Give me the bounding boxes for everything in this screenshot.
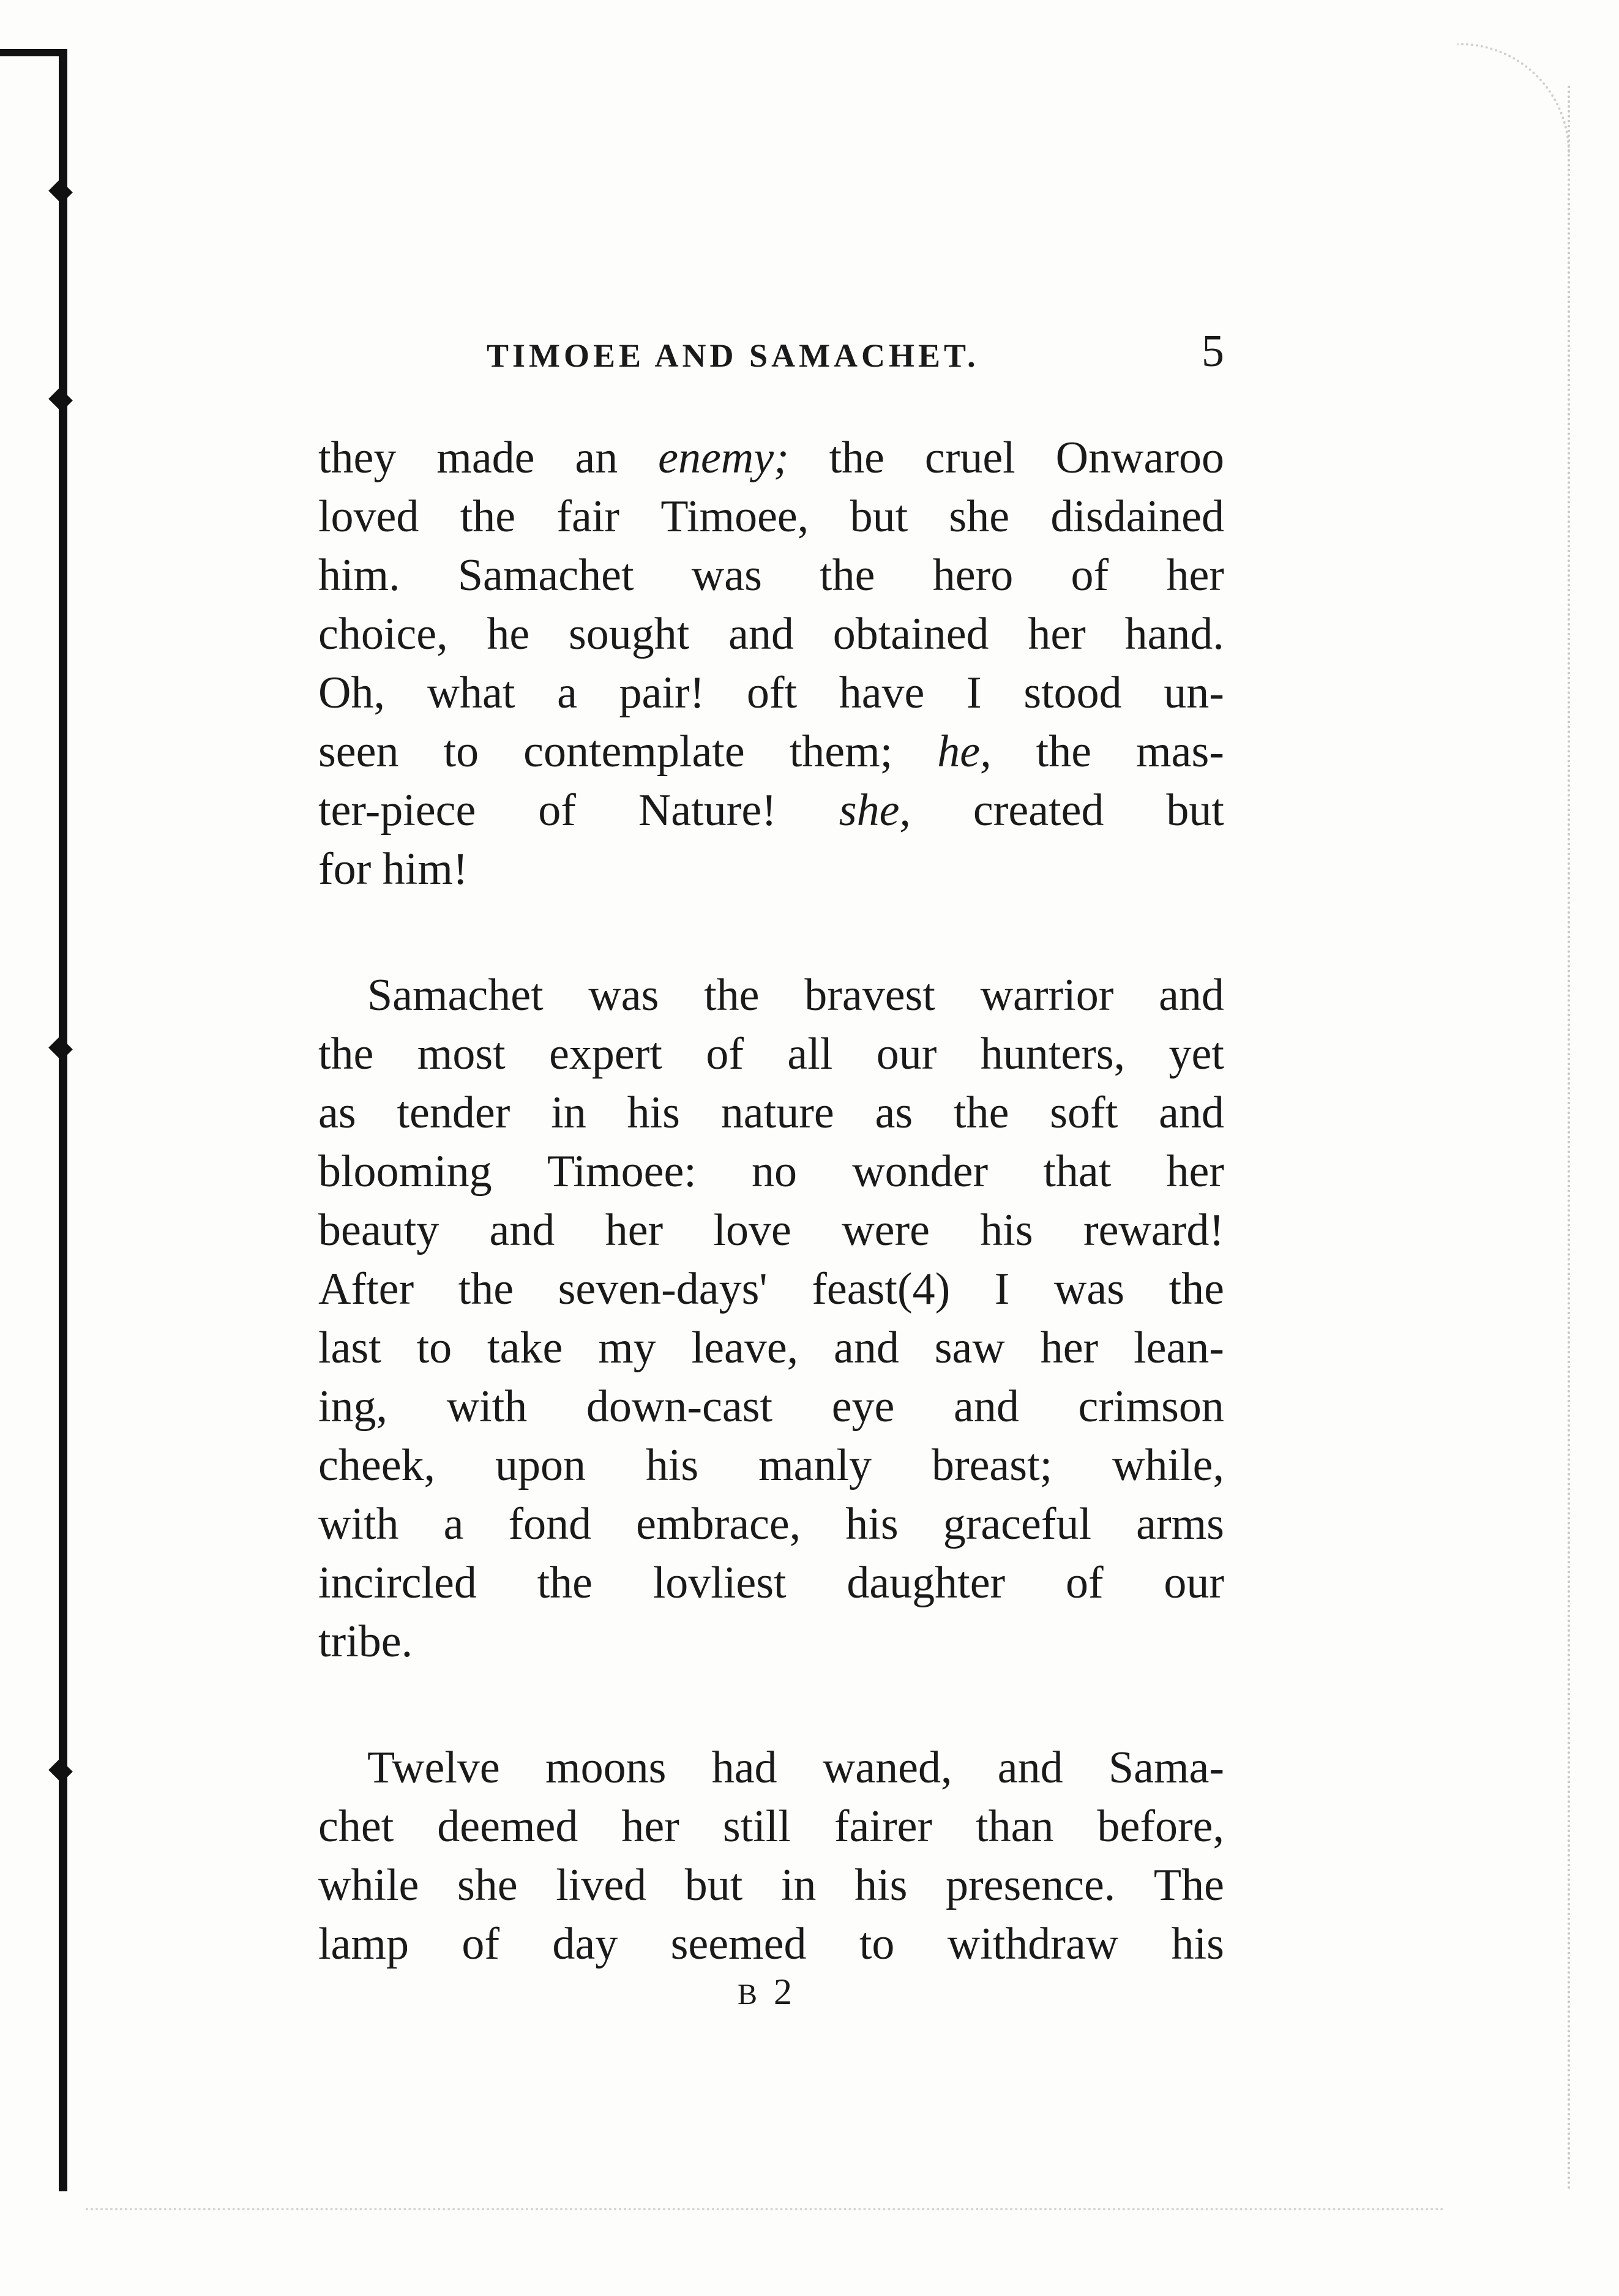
text-line: [318, 605, 1224, 664]
word: incircled: [318, 1558, 477, 1608]
word: last: [318, 1323, 381, 1373]
word: I: [967, 668, 982, 718]
page-number: 5: [1202, 326, 1224, 376]
word: he: [487, 609, 530, 659]
word: presence.: [945, 1860, 1116, 1910]
word: the: [318, 1029, 374, 1079]
word: The: [1153, 1860, 1224, 1910]
word: hero: [932, 550, 1014, 600]
word: the: [460, 492, 516, 542]
word: daughter: [847, 1558, 1006, 1608]
text-line: [318, 664, 1224, 722]
running-head: [318, 326, 1224, 392]
text-line: [318, 1436, 1224, 1495]
word: was: [1053, 1264, 1125, 1314]
word: to: [859, 1919, 895, 1969]
word: deemed: [437, 1801, 578, 1852]
page-edge-bottom: [86, 2208, 1445, 2210]
word: feast(4): [812, 1264, 951, 1314]
word: still: [722, 1801, 791, 1852]
word: waned,: [822, 1743, 952, 1793]
word: contemplate: [523, 727, 745, 777]
word: fair: [556, 492, 620, 542]
word: than: [976, 1801, 1054, 1852]
word: lamp: [318, 1919, 409, 1969]
word: warrior: [980, 970, 1114, 1020]
text-line: [318, 1025, 1224, 1083]
word: to: [416, 1323, 452, 1373]
word: loved: [318, 492, 419, 542]
word: fond: [508, 1499, 592, 1549]
text-line: [318, 722, 1224, 781]
word: and: [1159, 970, 1224, 1020]
word: while: [318, 1860, 419, 1910]
word: Onwaroo: [1055, 433, 1224, 483]
word: that: [1043, 1146, 1112, 1197]
paragraph-gap: [318, 1671, 1224, 1738]
word: choice,: [318, 609, 448, 659]
word: upon: [495, 1440, 586, 1490]
body-text: [318, 428, 1224, 1973]
word: she: [949, 492, 1010, 542]
word: with: [318, 1499, 399, 1549]
word: lean-: [1134, 1323, 1224, 1373]
word: most: [417, 1029, 506, 1079]
word: fairer: [834, 1801, 933, 1852]
text-line: [318, 1142, 1224, 1201]
word: Twelve: [367, 1743, 500, 1793]
text-line: [318, 966, 1224, 1025]
word: our: [1164, 1558, 1224, 1608]
word: them;: [789, 727, 893, 777]
word: the: [954, 1088, 1009, 1138]
word: cheek,: [318, 1440, 436, 1490]
word: of: [462, 1919, 499, 1969]
word: tribe.: [318, 1617, 413, 1667]
word: Timoee:: [547, 1146, 697, 1197]
signature-number: 2: [774, 1972, 796, 2012]
word: disdained: [1050, 492, 1224, 542]
word: for him!: [318, 844, 468, 894]
word: her: [605, 1205, 664, 1255]
word: the: [537, 1558, 593, 1608]
word: made: [436, 433, 535, 483]
word: arms: [1136, 1499, 1224, 1549]
paragraph-gap: [318, 899, 1224, 966]
text-line: [318, 1083, 1224, 1142]
binding-edge: [0, 49, 67, 56]
word: breast;: [931, 1440, 1053, 1490]
binding-line: [59, 49, 67, 2191]
word: they: [318, 433, 397, 483]
word: reward!: [1083, 1205, 1224, 1255]
word: have: [839, 668, 925, 718]
word: while,: [1112, 1440, 1224, 1490]
binding-mark: [48, 387, 73, 412]
word: mas-: [1136, 727, 1224, 777]
word: created: [973, 785, 1104, 836]
word: expert: [549, 1029, 662, 1079]
word: her: [1166, 1146, 1224, 1197]
word: crimson: [1078, 1382, 1224, 1432]
word: un-: [1164, 668, 1224, 718]
word: nature: [720, 1088, 834, 1138]
word: and: [489, 1205, 555, 1255]
word: the: [458, 1264, 514, 1314]
word: as: [318, 1088, 356, 1138]
word: his: [1171, 1919, 1224, 1969]
word: eye: [831, 1382, 895, 1432]
word: but: [684, 1860, 743, 1910]
word: Sama-: [1108, 1743, 1224, 1793]
text-line: [318, 781, 1224, 840]
word: hunters,: [980, 1029, 1126, 1079]
word: she,: [839, 785, 911, 836]
word: ter-piece: [318, 785, 476, 836]
word: of: [1071, 550, 1109, 600]
word: seen: [318, 727, 399, 777]
word: down-cast: [586, 1382, 773, 1432]
word: of: [1065, 1558, 1104, 1608]
text-line: [318, 1377, 1224, 1436]
word: embrace,: [636, 1499, 801, 1549]
signature-mark: [738, 1971, 796, 2013]
word: the: [704, 970, 760, 1020]
word: were: [842, 1205, 930, 1255]
word: before,: [1097, 1801, 1224, 1852]
word: of: [538, 785, 576, 836]
word: Samachet: [367, 970, 544, 1020]
word: a: [557, 668, 577, 718]
word: in: [780, 1860, 817, 1910]
text-line: [318, 1797, 1224, 1856]
word: her: [1166, 550, 1224, 600]
word: tender: [397, 1088, 510, 1138]
word: sought: [568, 609, 690, 659]
text-line: [318, 1554, 1224, 1612]
word: her: [1040, 1323, 1099, 1373]
page-edge-right: [1568, 86, 1570, 2191]
word: but: [850, 492, 908, 542]
text-line: [318, 1856, 1224, 1915]
word: her: [1028, 609, 1086, 659]
word: an: [575, 433, 618, 483]
word: I: [994, 1264, 1010, 1314]
word: our: [876, 1029, 937, 1079]
word: as: [875, 1088, 913, 1138]
word: hand.: [1124, 609, 1224, 659]
word: and: [997, 1743, 1063, 1793]
word: lovliest: [652, 1558, 787, 1608]
text-line: [318, 840, 1224, 899]
word: the: [1168, 1264, 1224, 1314]
word: ing,: [318, 1382, 388, 1432]
word: lived: [556, 1860, 647, 1910]
word: cruel: [924, 433, 1015, 483]
word: bravest: [804, 970, 935, 1020]
word: his: [627, 1088, 680, 1138]
text-line: [318, 1318, 1224, 1377]
word: was: [588, 970, 659, 1020]
word: her: [621, 1801, 679, 1852]
paragraph: [318, 966, 1224, 1671]
word: with: [446, 1382, 528, 1432]
word: his: [645, 1440, 699, 1490]
word: beauty: [318, 1205, 439, 1255]
word: manly: [758, 1440, 872, 1490]
word: him.: [318, 550, 400, 600]
word: oft: [746, 668, 798, 718]
binding-mark: [48, 179, 73, 204]
word: and: [728, 609, 794, 659]
word: leave,: [691, 1323, 799, 1373]
text-line: [318, 546, 1224, 605]
word: take: [487, 1323, 563, 1373]
paragraph: [318, 1738, 1224, 1973]
word: his: [854, 1860, 908, 1910]
word: had: [711, 1743, 777, 1793]
text-line: [318, 1201, 1224, 1260]
paragraph: [318, 428, 1224, 899]
word: the: [829, 433, 884, 483]
word: Samachet: [457, 550, 634, 600]
word: a: [443, 1499, 464, 1549]
word: his: [980, 1205, 1033, 1255]
word: moons: [545, 1743, 667, 1793]
word: his: [845, 1499, 899, 1549]
word: she: [457, 1860, 518, 1910]
binding-mark: [48, 1759, 73, 1783]
word: graceful: [943, 1499, 1092, 1549]
text-line: [318, 1738, 1224, 1797]
text-line: [318, 1915, 1224, 1973]
word: what: [427, 668, 515, 718]
word: but: [1166, 785, 1224, 836]
word: obtained: [832, 609, 989, 659]
word: seven-days': [558, 1264, 768, 1314]
word: Oh,: [318, 668, 385, 718]
word: all: [787, 1029, 833, 1079]
word: to: [443, 727, 479, 777]
binding-mark: [48, 1036, 73, 1061]
word: stood: [1023, 668, 1122, 718]
word: withdraw: [947, 1919, 1119, 1969]
word: no: [752, 1146, 798, 1197]
word: in: [551, 1088, 586, 1138]
word: soft: [1050, 1088, 1118, 1138]
word: saw: [934, 1323, 1005, 1373]
word: and: [954, 1382, 1019, 1432]
text-line: [318, 1495, 1224, 1554]
text-line: [318, 487, 1224, 546]
word: my: [598, 1323, 656, 1373]
word: was: [691, 550, 762, 600]
text-line: [318, 428, 1224, 487]
running-title: TIMOEE AND SAMACHET.: [487, 337, 979, 374]
word: love: [713, 1205, 791, 1255]
word: Nature!: [638, 785, 777, 836]
signature-letter: B: [738, 1978, 761, 2011]
word: day: [552, 1919, 618, 1969]
word: the: [820, 550, 875, 600]
word: he,: [937, 727, 992, 777]
word: seemed: [670, 1919, 807, 1969]
word: After: [318, 1264, 414, 1314]
word: pair!: [619, 668, 705, 718]
page-corner: [1457, 43, 1570, 155]
text-line: [318, 1260, 1224, 1318]
word: yet: [1168, 1029, 1224, 1079]
word: of: [706, 1029, 744, 1079]
text-line: [318, 1612, 1224, 1671]
word: and: [834, 1323, 899, 1373]
word: chet: [318, 1801, 394, 1852]
word: the: [1036, 727, 1092, 777]
word: blooming: [318, 1146, 492, 1197]
word: enemy;: [658, 433, 789, 483]
word: Timoee,: [660, 492, 809, 542]
word: wonder: [852, 1146, 989, 1197]
word: and: [1159, 1088, 1224, 1138]
